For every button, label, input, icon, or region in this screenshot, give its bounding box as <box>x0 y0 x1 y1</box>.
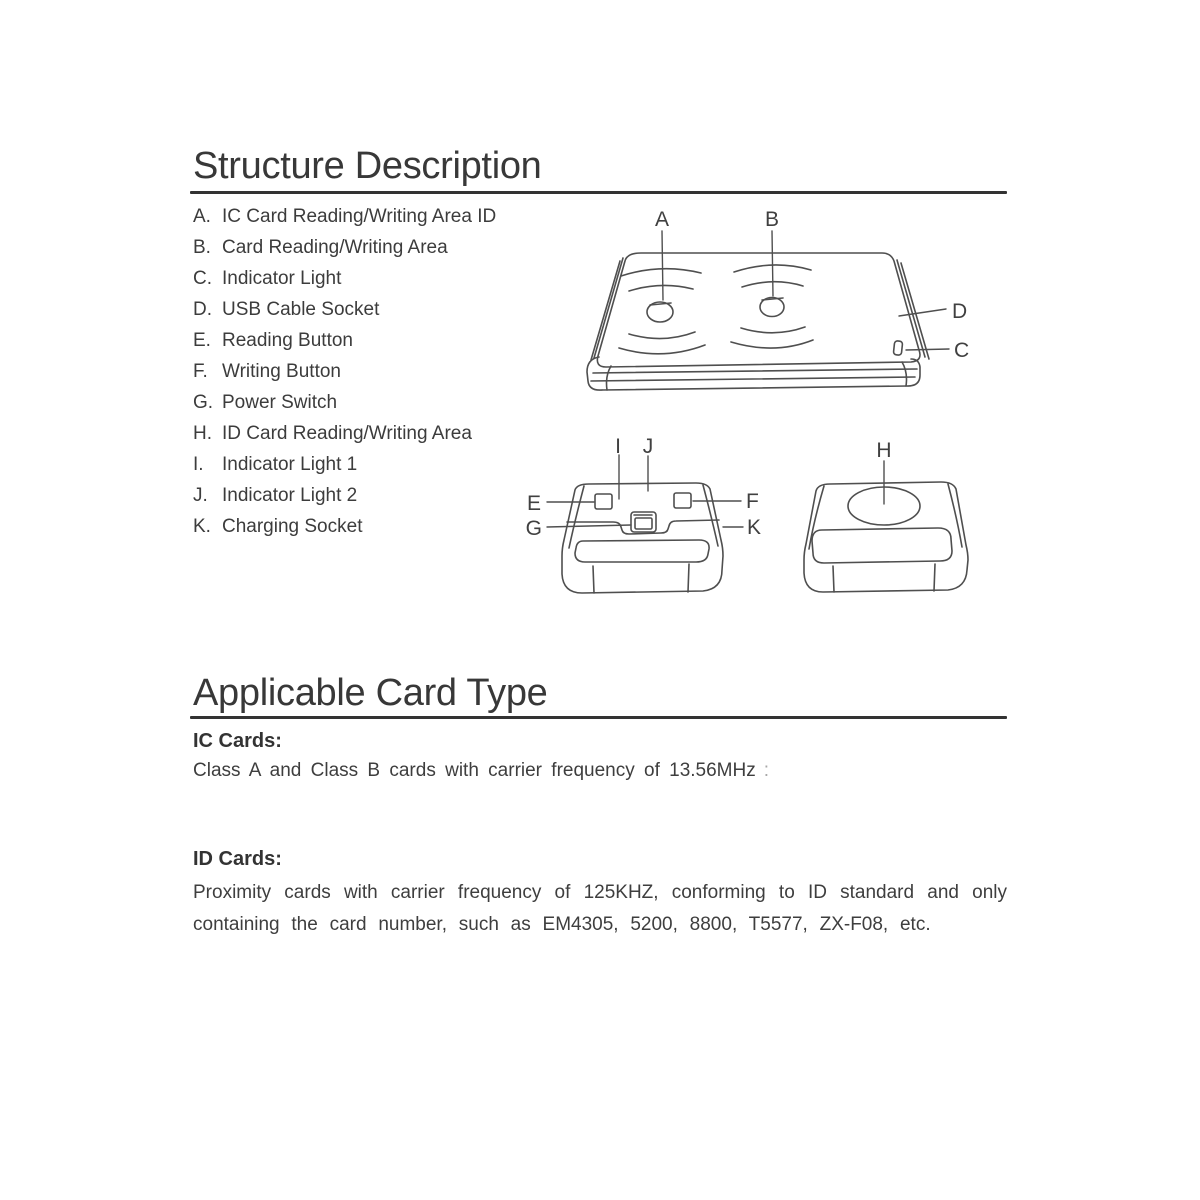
list-item <box>193 387 496 418</box>
item-label: ID Card Reading/Writing Area <box>222 422 472 444</box>
card-type-section-title: Applicable Card Type <box>193 672 548 714</box>
item-letter: D. <box>193 298 212 320</box>
device-diagram <box>520 198 1020 628</box>
card-type-section-rule <box>190 716 1007 719</box>
diagram-label-d: D <box>952 300 968 323</box>
reading-button-shape <box>595 494 612 509</box>
ic-cards-body <box>193 759 769 783</box>
list-item <box>193 449 496 480</box>
bottom-left-view-drawing <box>526 435 761 593</box>
item-letter: H. <box>193 422 212 444</box>
item-letter: I. <box>193 453 204 475</box>
structure-section-rule <box>190 191 1007 194</box>
diagram-label-a: A <box>654 208 670 231</box>
item-label: IC Card Reading/Writing Area ID <box>222 205 497 227</box>
diagram-label-h: H <box>876 439 892 462</box>
diagram-label-c: C <box>954 339 970 362</box>
indicator-light-shape <box>893 341 902 356</box>
leader-c <box>906 349 949 350</box>
item-label: Power Switch <box>222 391 338 413</box>
list-item <box>193 480 496 511</box>
item-label: Charging Socket <box>222 515 363 537</box>
diagram-label-i: I <box>615 435 621 458</box>
item-letter: G. <box>193 391 214 413</box>
item-label: Reading Button <box>222 329 353 351</box>
item-letter: C. <box>193 267 212 289</box>
ic-cards-body-text: Class A and Class B cards with carrier frequency of 13.56MHz <box>193 760 756 781</box>
ic-cards-heading: IC Cards: <box>193 730 282 752</box>
item-letter: F. <box>193 360 208 382</box>
list-item <box>193 418 496 449</box>
item-label: Indicator Light 2 <box>222 484 358 506</box>
leader-g <box>547 525 631 527</box>
list-item <box>193 232 496 263</box>
list-item <box>193 511 496 542</box>
diagram-label-b: B <box>764 208 780 231</box>
item-letter: K. <box>193 515 211 537</box>
list-item <box>193 201 496 232</box>
item-label: Card Reading/Writing Area <box>222 236 448 258</box>
leader-b <box>772 231 773 296</box>
connector-shape <box>631 512 656 532</box>
writing-button-shape <box>674 493 691 508</box>
antenna-symbol-b <box>731 265 813 348</box>
leader-a <box>662 231 663 300</box>
structure-parts-list <box>193 201 496 542</box>
item-label: Writing Button <box>222 360 341 382</box>
id-cards-heading: ID Cards: <box>193 848 282 870</box>
item-letter: A. <box>193 205 211 227</box>
scan-artifact-mark: : <box>763 760 770 781</box>
item-letter: E. <box>193 329 211 351</box>
list-item <box>193 356 496 387</box>
antenna-symbol-a <box>619 269 705 354</box>
item-letter: J. <box>193 484 208 506</box>
item-label: USB Cable Socket <box>222 298 380 320</box>
item-label: Indicator Light <box>222 267 342 289</box>
id-cards-body-line1: Proximity cards with carrier frequency of 125KHZ, conforming to ID standard and only <box>193 882 1007 903</box>
id-cards-body-line2: containing the card number, such as EM4305, 5200, 8800, T5577, ZX-F08, etc. <box>193 914 931 935</box>
diagram-label-k: K <box>747 516 762 539</box>
item-letter: B. <box>193 236 211 258</box>
bottom-right-view-drawing <box>804 439 968 592</box>
diagram-label-g: G <box>525 517 542 540</box>
item-label: Indicator Light 1 <box>222 453 358 475</box>
list-item <box>193 263 496 294</box>
list-item <box>193 294 496 325</box>
top-view-drawing <box>587 208 969 390</box>
diagram-label-e: E <box>526 492 541 515</box>
diagram-label-f: F <box>746 490 759 513</box>
diagram-label-j: J <box>642 435 654 458</box>
leader-d <box>899 309 946 316</box>
structure-section-title: Structure Description <box>193 145 542 187</box>
list-item <box>193 325 496 356</box>
